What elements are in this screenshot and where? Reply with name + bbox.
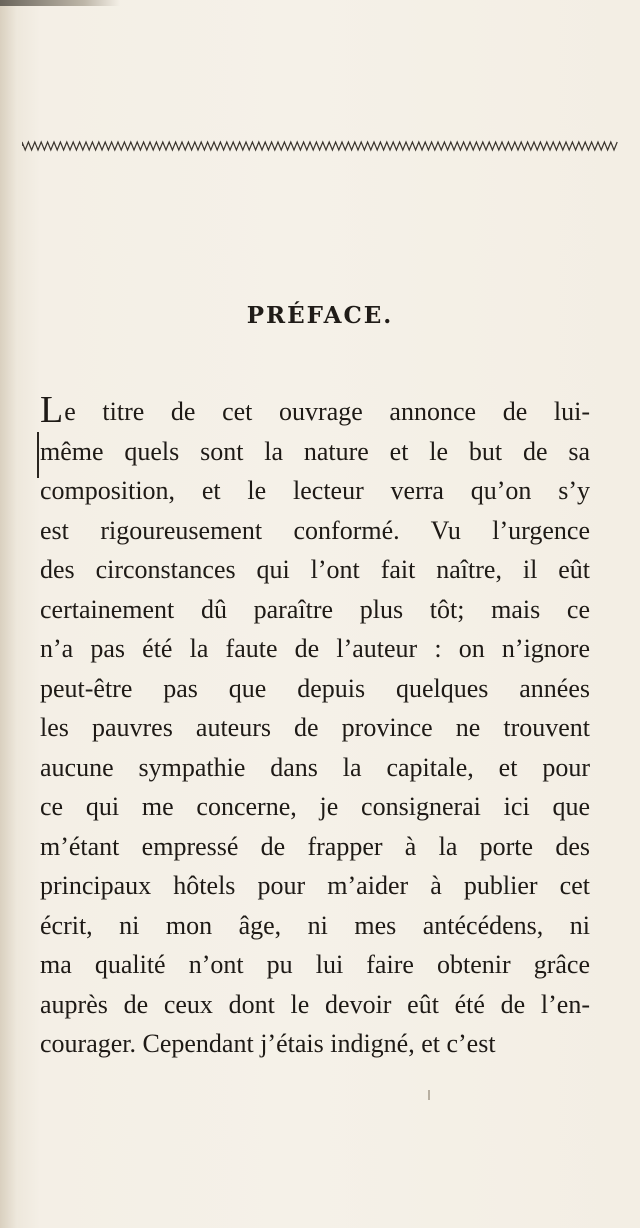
text-line: ce qui me concerne, je consignerai ici que [40,792,590,821]
paper-speck [428,1090,430,1100]
text-line: auprès de ceux dont le devoir eût été de l’en- [40,989,590,1019]
text-line: peut-être pas que depuis quelques années [40,673,590,703]
text-line: principaux hôtels pour m’aider à publier cet [40,871,590,900]
text-line [40,392,590,432]
drop-cap: L [40,392,64,431]
text-line: m’étant empressé de frapper à la porte des [40,831,590,861]
spine-shadow [0,0,18,1228]
text-line: certainement dû paraître plus tôt; mais ce [40,594,590,624]
text-line-content: e titre de cet ouvrage annonce de lui- [64,397,590,426]
preface-paragraph [40,392,590,1064]
text-line: composition, et le lecteur verra qu’on s’y [40,476,590,505]
page-title: PRÉFACE. [246,302,394,329]
text-line: n’a pas été la faute de l’auteur : on n’ignore [40,634,590,663]
margin-mark [37,432,39,478]
text-line: est rigoureusement conformé. Vu l’urgence [40,515,590,545]
text-line: aucune sympathie dans la capitale, et pour [40,752,590,782]
page-top-edge [0,0,120,6]
text-line: les pauvres auteurs de province ne trouvent [40,713,590,742]
text-line: écrit, ni mon âge, ni mes antécédens, ni [40,910,590,940]
text-line: ma qualité n’ont pu lui faire obtenir grâce [40,950,590,979]
text-line: courager. Cependant j’étais indigné, et c’est [40,1029,496,1058]
wavy-rule-ornament [22,140,618,152]
text-line: des circonstances qui l’ont fait naître, il eût [40,555,590,584]
text-line: même quels sont la nature et le but de sa [40,436,590,466]
